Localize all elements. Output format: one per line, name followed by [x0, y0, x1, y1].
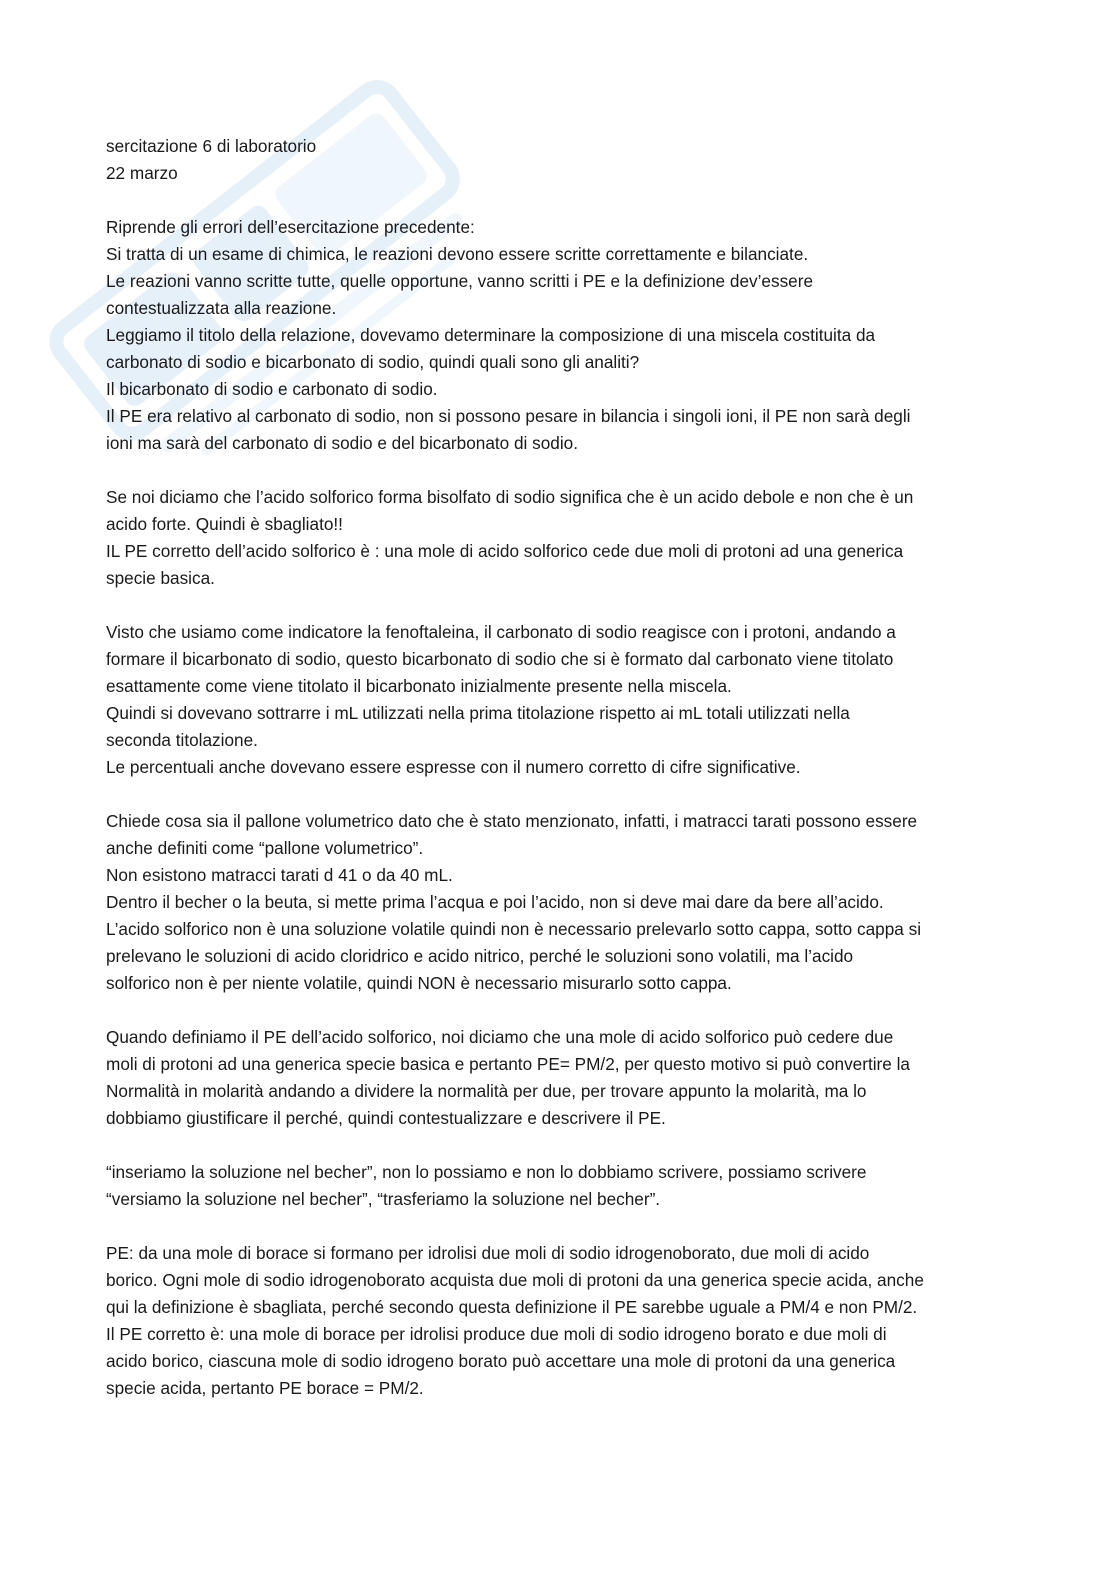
text-line: formare il bicarbonato di sodio, questo bicarbonato di sodio che si è formato dal carbonato viene titolato	[106, 649, 894, 669]
text-line: moli di protoni ad una generica specie basica e pertanto PE= PM/2, per questo motivo si può convertire la	[106, 1054, 910, 1074]
text-line: specie acida, pertanto PE borace = PM/2.	[106, 1378, 424, 1398]
text-line: solforico non è per niente volatile, quindi NON è necessario misurarlo sotto cappa.	[106, 973, 732, 993]
text-line: sercitazione 6 di laboratorio	[106, 136, 317, 156]
text-line: Il PE corretto è: una mole di borace per idrolisi produce due moli di sodio idrogeno borato e due moli di	[106, 1324, 887, 1344]
text-line: Normalità in molarità andando a dividere la normalità per due, per trovare appunto la molarità, ma lo	[106, 1081, 867, 1101]
text-line: dobbiamo giustificare il perché, quindi contestualizzare e descrivere il PE.	[106, 1108, 666, 1128]
text-line: Quindi si dovevano sottrarre i mL utilizzati nella prima titolazione rispetto ai mL totali utilizzati nella	[106, 703, 850, 723]
document-header	[106, 133, 1016, 187]
paragraph	[106, 484, 1016, 592]
text-line: IL PE corretto dell’acido solforico è : una mole di acido solforico cede due moli di protoni ad una generica	[106, 541, 904, 561]
document-body	[106, 133, 1016, 1429]
text-line: specie basica.	[106, 568, 215, 588]
text-line: acido forte. Quindi è sbagliato!!	[106, 514, 343, 534]
text-line: seconda titolazione.	[106, 730, 258, 750]
text-line: “inseriamo la soluzione nel becher”, non lo possiamo e non lo dobbiamo scrivere, possiamo scrivere	[106, 1162, 867, 1182]
text-line: 22 marzo	[106, 163, 178, 183]
paragraph	[106, 1240, 1016, 1402]
paragraph	[106, 808, 1016, 997]
paragraph	[106, 1024, 1016, 1132]
text-line: Quando definiamo il PE dell’acido solforico, noi diciamo che una mole di acido solforico può cedere due	[106, 1027, 894, 1047]
text-line: Chiede cosa sia il pallone volumetrico dato che è stato menzionato, infatti, i matracci tarati possono essere	[106, 811, 918, 831]
text-line: acido borico, ciascuna mole di sodio idrogeno borato può accettare una mole di protoni da una generica	[106, 1351, 896, 1371]
paragraph	[106, 619, 1016, 781]
text-line: Se noi diciamo che l’acido solforico forma bisolfato di sodio significa che è un acido debole e non che è un	[106, 487, 914, 507]
text-line: Visto che usiamo come indicatore la fenoftaleina, il carbonato di sodio reagisce con i protoni, andando a	[106, 622, 896, 642]
text-line: qui la definizione è sbagliata, perché secondo questa definizione il PE sarebbe uguale a PM/4 e non PM/2.	[106, 1297, 918, 1317]
text-line: anche definiti come “pallone volumetrico”.	[106, 838, 424, 858]
text-line: Le reazioni vanno scritte tutte, quelle opportune, vanno scritti i PE e la definizione dev’essere	[106, 271, 814, 291]
text-line: prelevano le soluzioni di acido cloridrico e acido nitrico, perché le soluzioni sono volatili, ma l’acido	[106, 946, 854, 966]
text-line: esattamente come viene titolato il bicarbonato inizialmente presente nella miscela.	[106, 676, 732, 696]
paragraph	[106, 1159, 1016, 1213]
text-line: L’acido solforico non è una soluzione volatile quindi non è necessario prelevarlo sotto cappa, sotto cappa si	[106, 919, 922, 939]
text-line: Dentro il becher o la beuta, si mette prima l’acqua e poi l’acido, non si deve mai dare da bere all’acido.	[106, 892, 884, 912]
text-line: Il PE era relativo al carbonato di sodio, non si possono pesare in bilancia i singoli ioni, il PE non sarà degli	[106, 406, 911, 426]
text-line: Le percentuali anche dovevano essere espresse con il numero corretto di cifre significative.	[106, 757, 801, 777]
text-line: ioni ma sarà del carbonato di sodio e del bicarbonato di sodio.	[106, 433, 579, 453]
text-line: Si tratta di un esame di chimica, le reazioni devono essere scritte correttamente e bilanciate.	[106, 244, 809, 264]
text-line: “versiamo la soluzione nel becher”, “trasferiamo la soluzione nel becher”.	[106, 1189, 661, 1209]
text-line: borico. Ogni mole di sodio idrogenoborato acquista due moli di protoni da una generica specie acida, anche	[106, 1270, 924, 1290]
text-line: contestualizzata alla reazione.	[106, 298, 337, 318]
text-line: Non esistono matracci tarati d 41 o da 40 mL.	[106, 865, 453, 885]
paragraph	[106, 214, 1016, 457]
text-line: carbonato di sodio e bicarbonato di sodio, quindi quali sono gli analiti?	[106, 352, 640, 372]
text-line: Riprende gli errori dell’esercitazione precedente:	[106, 217, 475, 237]
text-line: Leggiamo il titolo della relazione, dovevamo determinare la composizione di una miscela costituita da	[106, 325, 876, 345]
text-line: PE: da una mole di borace si formano per idrolisi due moli di sodio idrogenoborato, due moli di acido	[106, 1243, 870, 1263]
text-line: Il bicarbonato di sodio e carbonato di sodio.	[106, 379, 438, 399]
